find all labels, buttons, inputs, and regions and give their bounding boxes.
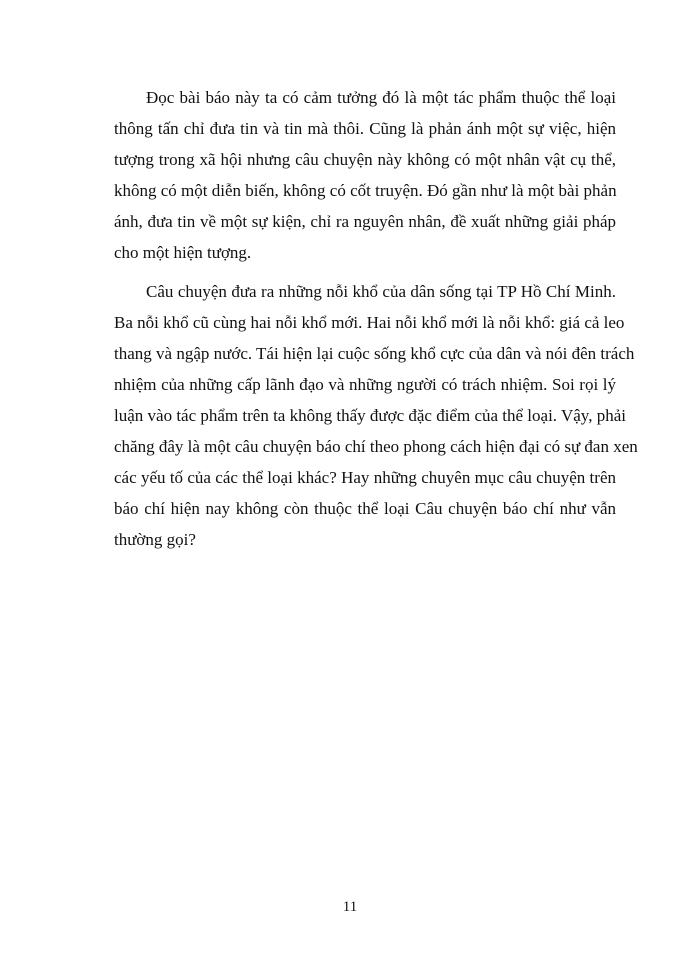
paragraph-line: thang và ngập nước. Tái hiện lại cuộc sống khổ cực của dân và nói đên trách [114,344,635,363]
paragraph-line: Ba nỗi khổ cũ cùng hai nỗi khổ mới. Hai nỗi khổ mới là nỗi khổ: giá cả leo [114,313,625,332]
paragraph-line: các yếu tố của các thể loại khác? Hay những chuyên mục câu chuyện trên [114,468,616,487]
paragraph-line: báo chí hiện nay không còn thuộc thể loại Câu chuyện báo chí như vẫn [114,499,616,518]
page-number: 11 [342,899,358,915]
paragraph-line: luận vào tác phẩm trên ta không thấy được đặc điểm của thể loại. Vậy, phải [114,406,626,425]
paragraph-line: thường gọi? [114,530,196,549]
paragraph-line: cho một hiện tượng. [114,243,252,262]
paragraph-line: chăng đây là một câu chuyện báo chí theo phong cách hiện đại có sự đan xen [114,437,638,456]
paragraph-line: thông tấn chỉ đưa tin và tin mà thôi. Cũng là phản ánh một sự việc, hiện [114,119,616,138]
paragraph-2 [114,276,638,555]
paragraph-line: nhiệm của những cấp lãnh đạo và những người có trách nhiệm. Soi rọi lý [114,375,616,394]
paragraph-line: ánh, đưa tin về một sự kiện, chỉ ra nguyên nhân, đề xuất những giải pháp [114,212,616,231]
paragraph-line: không có một diễn biến, không có cốt truyện. Đó gần như là một bài phản [114,181,617,200]
paragraph-1 [114,82,616,268]
paragraph-line: Đọc bài báo này ta có cảm tưởng đó là một tác phẩm thuộc thể loại [146,88,616,107]
paragraph-line: tượng trong xã hội nhưng câu chuyện này không có một nhân vật cụ thể, [114,150,616,169]
paragraph-line: Câu chuyện đưa ra những nỗi khổ của dân sống tại TP Hồ Chí Minh. [146,282,616,301]
